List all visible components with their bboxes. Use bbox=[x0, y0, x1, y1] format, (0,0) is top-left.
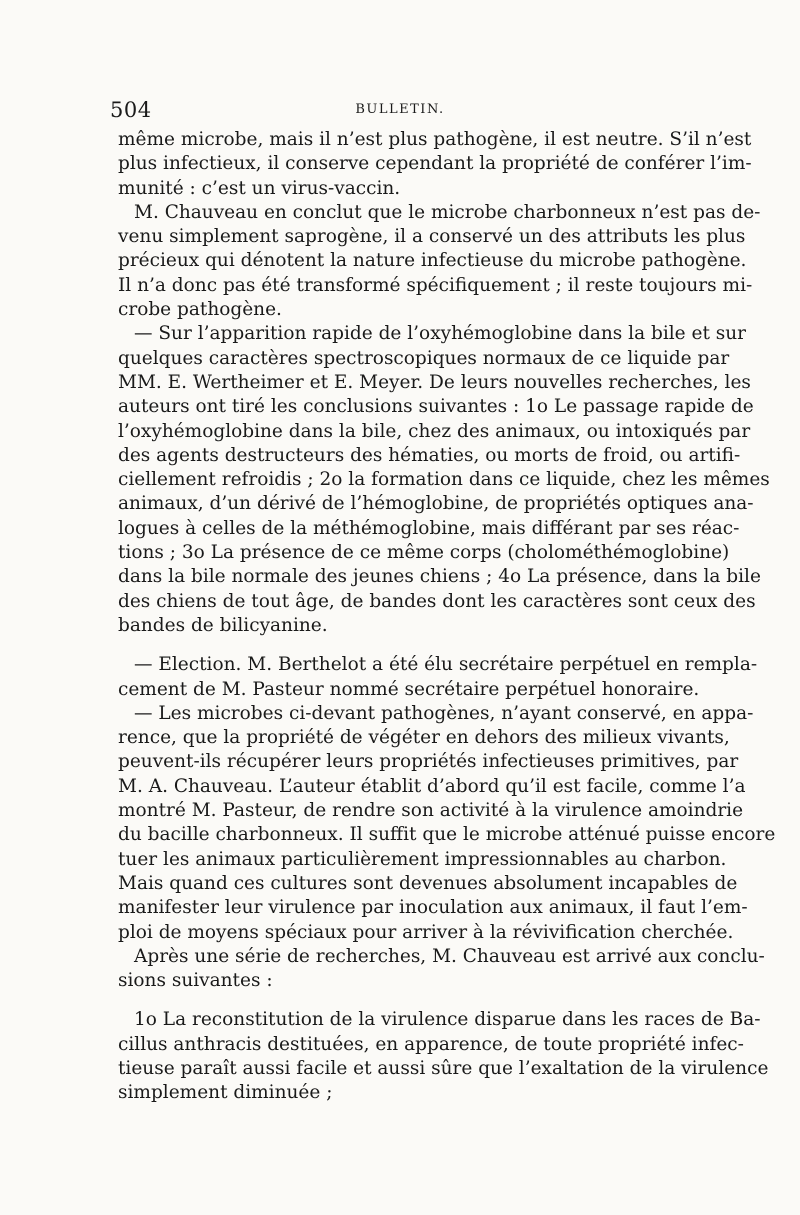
text-line: quelques caractères spectroscopiques normaux de ce liquide par bbox=[118, 347, 730, 369]
text-line: 1o La reconstitution de la virulence disparue dans les races de Ba- bbox=[134, 1009, 761, 1031]
text-line: l’oxyhémoglobine dans la bile, chez des animaux, ou intoxiqués par bbox=[118, 420, 751, 442]
text-line: rence, que la propriété de végéter en dehors des milieux vivants, bbox=[118, 727, 730, 749]
text-line: Après une série de recherches, M. Chauveau est arrivé aux conclu- bbox=[134, 945, 765, 967]
text-line: ciellement refroidis ; 2o la formation dans ce liquide, chez les mêmes bbox=[118, 469, 770, 491]
page-number: 504 bbox=[110, 98, 152, 122]
text-line: même microbe, mais il n’est plus pathogène, il est neutre. S’il n’est bbox=[118, 129, 752, 150]
text-line: dans la bile normale des jeunes chiens ; 4o La présence, dans la bile bbox=[118, 566, 761, 588]
text-line: tions ; 3o La présence de ce même corps (cholométhémoglobine) bbox=[118, 542, 730, 564]
text-line: montré M. Pasteur, de rendre son activité à la virulence amoindrie bbox=[118, 800, 744, 822]
text-line: ploi de moyens spéciaux pour arriver à la révivification cherchée. bbox=[118, 921, 734, 943]
text-line: Il n’a donc pas été transformé spécifiquement ; il reste toujours mi- bbox=[118, 274, 753, 296]
text-line: manifester leur virulence par inoculation aux animaux, il faut l’em- bbox=[118, 897, 748, 919]
text-line: sions suivantes : bbox=[118, 970, 273, 992]
text-line: peuvent-ils récupérer leurs propriétés infectieuses primitives, par bbox=[118, 751, 739, 773]
text-line: simplement diminuée ; bbox=[118, 1082, 333, 1104]
text-line: bandes de bilicyanine. bbox=[118, 614, 328, 636]
text-line: cillus anthracis destituées, en apparence, de toute propriété infec- bbox=[118, 1033, 744, 1055]
text-line: logues à celles de la méthémoglobine, mais différant par ses réac- bbox=[118, 517, 740, 539]
text-line: des agents destructeurs des hématies, ou morts de froid, ou artifi- bbox=[118, 444, 741, 466]
text-line: cement de M. Pasteur nommé secrétaire perpétuel honoraire. bbox=[118, 678, 700, 700]
text-line: animaux, d’un dérivé de l’hémoglobine, de propriétés optiques ana- bbox=[118, 493, 754, 515]
text-line: — Sur l’apparition rapide de l’oxyhémoglobine dans la bile et sur bbox=[134, 323, 747, 345]
text-line: — Election. M. Berthelot a été élu secrétaire perpétuel en rempla- bbox=[134, 654, 758, 676]
body-text bbox=[118, 128, 776, 1106]
text-line: précieux qui dénotent la nature infectieuse du microbe pathogène. bbox=[118, 250, 747, 272]
text-line: crobe pathogène. bbox=[118, 299, 282, 321]
page-header bbox=[110, 98, 690, 128]
text-line: M. Chauveau en conclut que le microbe charbonneux n’est pas de- bbox=[134, 201, 761, 223]
text-line: — Les microbes ci-devant pathogènes, n’ayant conservé, en appa- bbox=[134, 702, 754, 724]
text-line: munité : c’est un virus-vaccin. bbox=[118, 177, 401, 199]
paragraph-gap bbox=[118, 993, 690, 1008]
text-line: auteurs ont tiré les conclusions suivantes : 1o Le passage rapide de bbox=[118, 396, 754, 418]
running-head: BULLETIN. bbox=[355, 102, 445, 117]
text-line: MM. E. Wertheimer et E. Meyer. De leurs nouvelles recherches, les bbox=[118, 371, 751, 393]
text-line: tieuse paraît aussi facile et aussi sûre que l’exaltation de la virulence bbox=[118, 1057, 769, 1079]
text-line: des chiens de tout âge, de bandes dont les caractères sont ceux des bbox=[118, 590, 756, 612]
paragraph-gap bbox=[118, 638, 690, 653]
text-line: venu simplement saprogène, il a conservé un des attributs les plus bbox=[118, 226, 746, 248]
text-line: plus infectieux, il conserve cependant la propriété de conférer l’im- bbox=[118, 153, 752, 175]
text-line: Mais quand ces cultures sont devenues absolument incapables de bbox=[118, 872, 738, 894]
text-line: tuer les animaux particulièrement impressionnables au charbon. bbox=[118, 848, 727, 870]
text-line: M. A. Chauveau. L’auteur établit d’abord qu’il est facile, comme l’a bbox=[118, 775, 746, 797]
text-line: du bacille charbonneux. Il suffit que le microbe atténué puisse encore bbox=[118, 824, 776, 846]
